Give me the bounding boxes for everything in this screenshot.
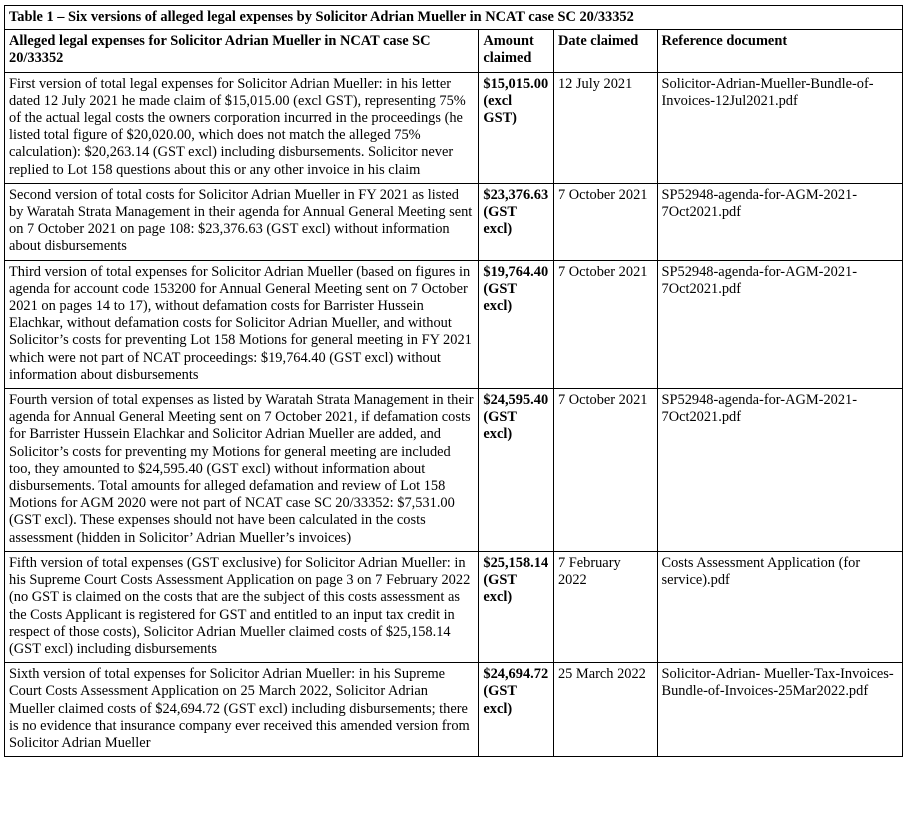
row-reference: SP52948-agenda-for-AGM-2021-7Oct2021.pdf <box>657 389 903 552</box>
row-amount-note: (excl GST) <box>483 92 517 127</box>
row-reference: Solicitor-Adrian- Mueller-Tax-Invoices-Bundle-of-Invoices-25Mar2022.pdf <box>657 663 903 757</box>
table-caption: Table 1 – Six versions of alleged legal expenses by Solicitor Adrian Mueller in NCAT case SC 20/33352 <box>5 6 903 30</box>
row-reference: SP52948-agenda-for-AGM-2021-7Oct2021.pdf <box>657 260 903 388</box>
row-amount-cell <box>479 260 554 388</box>
row-amount-note: (GST excl) <box>483 572 517 606</box>
row-amount-note: (GST excl) <box>483 409 517 443</box>
row-amount-cell <box>479 389 554 552</box>
row-amount-note: (GST excl) <box>483 683 517 717</box>
table-row <box>5 260 903 388</box>
row-amount-cell <box>479 551 554 662</box>
row-description: First version of total legal expenses for Solicitor Adrian Mueller: in his letter dated 12 July 2021 he made claim of $15,015.00 (excl GST), representing 75% of the actual legal costs the owners corporation incurred in the proceedings (he listed total figure of $20,020.00, which does not match the alleged 75% calculation): $20,263.14 (GST excl) including disbursements. Solicitor never replied to Lot 158 questions about this or any other invoice in his claim <box>5 72 479 183</box>
row-amount-note: (GST excl) <box>483 280 517 315</box>
table-header-row <box>5 30 903 72</box>
header-reference: Reference document <box>657 30 903 72</box>
row-amount: $24,595.40 <box>483 392 549 409</box>
header-date: Date claimed <box>553 30 657 72</box>
table-row <box>5 72 903 183</box>
row-amount: $24,694.72 <box>483 666 549 683</box>
table-row <box>5 663 903 757</box>
row-amount-cell <box>479 183 554 260</box>
row-date: 12 July 2021 <box>553 72 657 183</box>
row-date: 7 February 2022 <box>553 551 657 662</box>
row-date: 7 October 2021 <box>553 389 657 552</box>
row-description: Fifth version of total expenses (GST exclusive) for Solicitor Adrian Mueller: in his Supreme Court Costs Assessment Application on page 3 on 7 February 2022 (no GST is claimed on the costs that are the subject of this costs assessment as the Costs Applicant is registered for GST and entitled to an input tax credit in respect of those costs), Solicitor Adrian Mueller claimed costs of $25,158.14 (GST excl) including disbursements <box>5 551 479 662</box>
row-amount-cell <box>479 663 554 757</box>
row-date: 25 March 2022 <box>553 663 657 757</box>
row-amount-note: (GST excl) <box>483 204 517 238</box>
row-amount: $19,764.40 <box>483 263 549 280</box>
row-reference: SP52948-agenda-for-AGM-2021-7Oct2021.pdf <box>657 183 903 260</box>
row-date: 7 October 2021 <box>553 183 657 260</box>
legal-expenses-table-container <box>4 5 903 757</box>
row-reference: Solicitor-Adrian-Mueller-Bundle-of-Invoices-12Jul2021.pdf <box>657 72 903 183</box>
row-amount: $15,015.00 <box>483 75 549 92</box>
row-reference: Costs Assessment Application (for service).pdf <box>657 551 903 662</box>
row-amount: $23,376.63 <box>483 186 549 203</box>
row-date: 7 October 2021 <box>553 260 657 388</box>
legal-expenses-table <box>4 5 903 757</box>
table-row <box>5 551 903 662</box>
table-row <box>5 183 903 260</box>
table-caption-row <box>5 6 903 30</box>
row-description: Fourth version of total expenses as listed by Waratah Strata Management in their agenda for Annual General Meeting sent on 7 October 2021, if defamation costs for Barrister Hussein Elachkar and Solicitor Adrian Mueller are added, and Solicitor’s costs for preventing my Motions for general meeting are included too, they amounted to $24,595.40 (GST excl) without information about disbursements. Total amounts for alleged defamation and review of Lot 158 Motions for AGM 2020 were not part of NCAT case SC 20/33352: $7,531.00 (GST excl). These expenses should not have been calculated in the costs assessment (hidden in Solicitor’ Adrian Mueller’s invoices) <box>5 389 479 552</box>
row-description: Sixth version of total expenses for Solicitor Adrian Mueller: in his Supreme Court Costs Assessment Application on 25 March 2022, Solicitor Adrian Mueller claimed costs of $24,694.72 (GST excl) including disbursements; there is no evidence that insurance company ever received this amended version from Solicitor Adrian Mueller <box>5 663 479 757</box>
row-description: Third version of total expenses for Solicitor Adrian Mueller (based on figures in agenda for account code 153200 for Annual General Meeting sent on 7 October 2021 on pages 14 to 17), without defamation costs for Barrister Hussein Elachkar, without defamation costs for Solicitor Adrian Mueller, and without Solicitor’s costs for preventing Lot 158 Motions for general meeting in FY 2021 which were not part of NCAT proceedings: $19,764.40 (GST excl) without information about disbursements <box>5 260 479 388</box>
row-amount: $25,158.14 <box>483 554 549 571</box>
table-row <box>5 389 903 552</box>
row-description: Second version of total costs for Solicitor Adrian Mueller in FY 2021 as listed by Waratah Strata Management in their agenda for Annual General Meeting sent on 7 October 2021 on page 108: $23,376.63 (GST excl) without information about disbursements <box>5 183 479 260</box>
header-amount: Amount claimed <box>479 30 554 72</box>
row-amount-cell <box>479 72 554 183</box>
header-description: Alleged legal expenses for Solicitor Adrian Mueller in NCAT case SC 20/33352 <box>5 30 479 72</box>
